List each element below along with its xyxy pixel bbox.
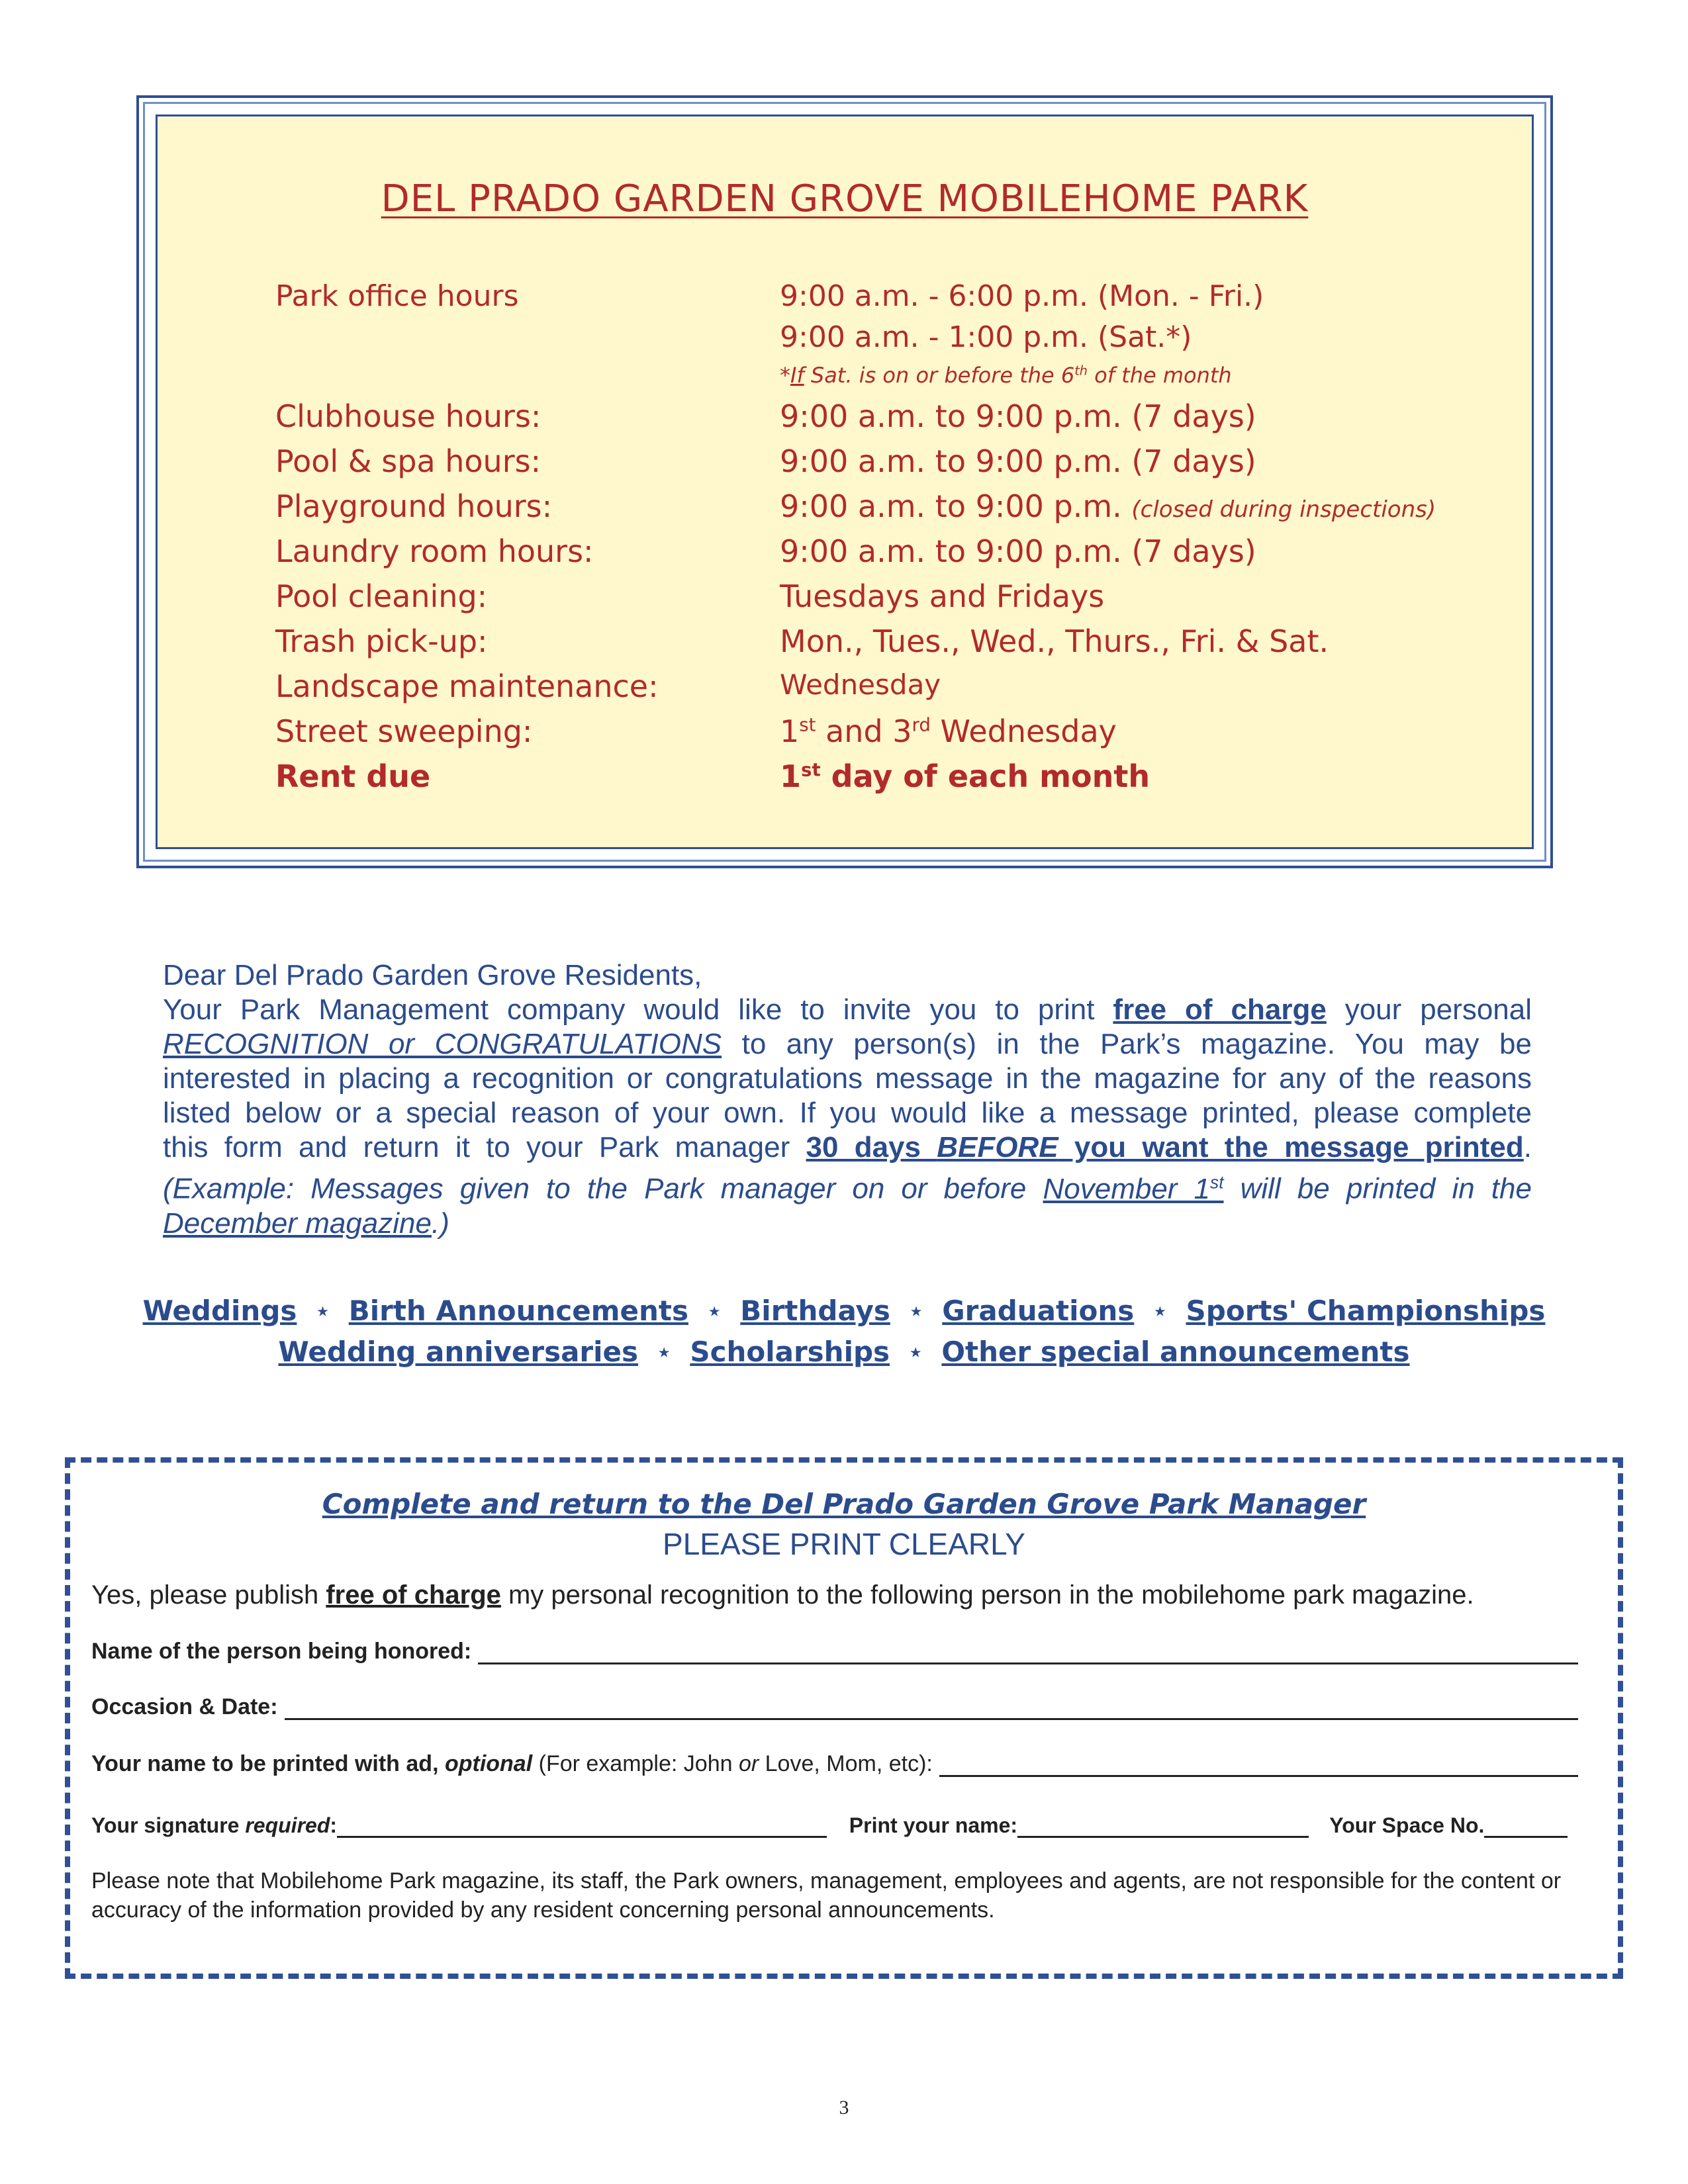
office-hours-label: Park office hours bbox=[275, 279, 519, 313]
occasions-row-1 bbox=[0, 1291, 1688, 1332]
signature-line bbox=[91, 1813, 1578, 1838]
occasion-item: Sports' Championships bbox=[1186, 1295, 1546, 1327]
your-name-label: Your name to be printed with ad, optional (For example: John or Love, Mom, etc): bbox=[91, 1751, 933, 1776]
pool-cleaning-value: Tuesdays and Fridays bbox=[780, 578, 1105, 614]
schedule-border bbox=[143, 102, 1546, 862]
print-name-field[interactable] bbox=[1017, 1816, 1309, 1838]
occasion-item: Graduations bbox=[942, 1295, 1135, 1327]
occasion-date-line bbox=[91, 1694, 1578, 1720]
letter-line-4: listed below or a special reason of your own. If you would like a message printed, please complete bbox=[163, 1097, 1532, 1129]
star-icon: ⋆ bbox=[706, 1295, 724, 1327]
occasion-item: Weddings bbox=[142, 1295, 297, 1327]
trash-value: Mon., Tues., Wed., Thurs., Fri. & Sat. bbox=[780, 623, 1329, 659]
letter-line-5: this form and return it to your Park manager 30 days BEFORE you want the message printed. bbox=[163, 1131, 1532, 1163]
letter-line-2: RECOGNITION or CONGRATULATIONS to any person(s) in the Park’s magazine. You may be bbox=[163, 1028, 1532, 1060]
occasions-row-2 bbox=[0, 1332, 1688, 1373]
star-icon: ⋆ bbox=[907, 1295, 925, 1327]
occasions-list bbox=[0, 1291, 1688, 1373]
deadline-emphasis: 30 days BEFORE you want the message printed bbox=[806, 1131, 1524, 1163]
pool-value: 9:00 a.m. to 9:00 p.m. (7 days) bbox=[780, 443, 1256, 479]
landscape-label: Landscape maintenance: bbox=[275, 668, 659, 704]
letter-greeting: Dear Del Prado Garden Grove Residents, bbox=[163, 959, 702, 991]
publish-consent-line: Yes, please publish free of charge my personal recognition to the following person in the mobilehome park magazine. bbox=[91, 1580, 1474, 1610]
form-title: Complete and return to the Del Prado Garden Grove Park Manager bbox=[322, 1488, 1366, 1520]
laundry-value: 9:00 a.m. to 9:00 p.m. (7 days) bbox=[780, 533, 1256, 569]
page-number: 3 bbox=[839, 2097, 849, 2118]
occasion-item: Other special announcements bbox=[941, 1336, 1410, 1368]
clubhouse-value: 9:00 a.m. to 9:00 p.m. (7 days) bbox=[780, 398, 1256, 434]
rent-value: 1st day of each month bbox=[780, 758, 1150, 794]
form-subtitle: PLEASE PRINT CLEARLY bbox=[663, 1527, 1025, 1561]
occasion-item: Wedding anniversaries bbox=[278, 1336, 639, 1368]
signature-field[interactable] bbox=[337, 1816, 827, 1838]
star-icon: ⋆ bbox=[1151, 1295, 1169, 1327]
schedule-box bbox=[136, 95, 1553, 868]
space-number-label: Your Space No. bbox=[1329, 1813, 1485, 1837]
star-icon: ⋆ bbox=[655, 1336, 673, 1368]
letter-line-7: December magazine.) bbox=[163, 1206, 449, 1240]
your-name-field[interactable] bbox=[939, 1752, 1578, 1777]
office-hours-weekday: 9:00 a.m. - 6:00 p.m. (Mon. - Fri.) bbox=[780, 279, 1264, 313]
free-of-charge-emphasis: free of charge bbox=[1113, 993, 1327, 1026]
recognition-form bbox=[65, 1457, 1623, 1979]
laundry-label: Laundry room hours: bbox=[275, 533, 594, 569]
office-hours-saturday: 9:00 a.m. - 1:00 p.m. (Sat.*) bbox=[780, 320, 1192, 354]
trash-label: Trash pick-up: bbox=[275, 623, 488, 659]
free-of-charge-emphasis: free of charge bbox=[326, 1580, 501, 1610]
schedule-panel bbox=[156, 114, 1534, 849]
pool-label: Pool & spa hours: bbox=[275, 443, 541, 479]
occasion-item: Birth Announcements bbox=[348, 1295, 688, 1327]
occasion-item: Birthdays bbox=[740, 1295, 890, 1327]
honoree-name-line bbox=[91, 1639, 1578, 1664]
space-number-field[interactable] bbox=[1484, 1816, 1568, 1838]
letter-line-3: interested in placing a recognition or congratulations message in the magazine for any of the reasons bbox=[163, 1062, 1532, 1095]
signature-label: Your signature required: bbox=[91, 1813, 338, 1837]
occasion-date-label: Occasion & Date: bbox=[91, 1694, 278, 1719]
clubhouse-label: Clubhouse hours: bbox=[275, 398, 541, 434]
honoree-name-field[interactable] bbox=[478, 1640, 1578, 1664]
occasion-date-field[interactable] bbox=[285, 1696, 1578, 1720]
disclaimer: Please note that Mobilehome Park magazine, its staff, the Park owners, management, employees and agents, are not responsible for the content or accuracy of the information provided by any resident concerning personal announcements. bbox=[91, 1868, 1562, 1923]
street-label: Street sweeping: bbox=[275, 713, 533, 749]
occasion-item: Scholarships bbox=[690, 1336, 890, 1368]
pool-cleaning-label: Pool cleaning: bbox=[275, 578, 488, 614]
street-value: 1st and 3rd Wednesday bbox=[780, 713, 1117, 749]
your-name-line bbox=[91, 1751, 1578, 1777]
office-hours-note: *If Sat. is on or before the 6th of the month bbox=[780, 363, 1232, 388]
letter-line-6: (Example: Messages given to the Park manager on or before November 1st will be printed in the bbox=[163, 1172, 1532, 1205]
star-icon: ⋆ bbox=[314, 1295, 332, 1327]
landscape-value: Wednesday bbox=[780, 668, 941, 701]
print-name-label: Print your name: bbox=[849, 1813, 1018, 1837]
residents-letter bbox=[163, 958, 1532, 1241]
star-icon: ⋆ bbox=[907, 1336, 925, 1368]
letter-line-1: Your Park Management company would like to invite you to print free of charge your personal bbox=[163, 993, 1532, 1026]
example-date: November 1st bbox=[1043, 1172, 1224, 1205]
playground-label: Playground hours: bbox=[275, 488, 553, 524]
recognition-emphasis: RECOGNITION or CONGRATULATIONS bbox=[163, 1028, 722, 1060]
playground-value: 9:00 a.m. to 9:00 p.m. (closed during inspections) bbox=[780, 488, 1436, 524]
rent-label: Rent due bbox=[275, 758, 431, 794]
honoree-name-label: Name of the person being honored: bbox=[91, 1639, 472, 1664]
park-title: DEL PRADO GARDEN GROVE MOBILEHOME PARK bbox=[381, 177, 1309, 220]
